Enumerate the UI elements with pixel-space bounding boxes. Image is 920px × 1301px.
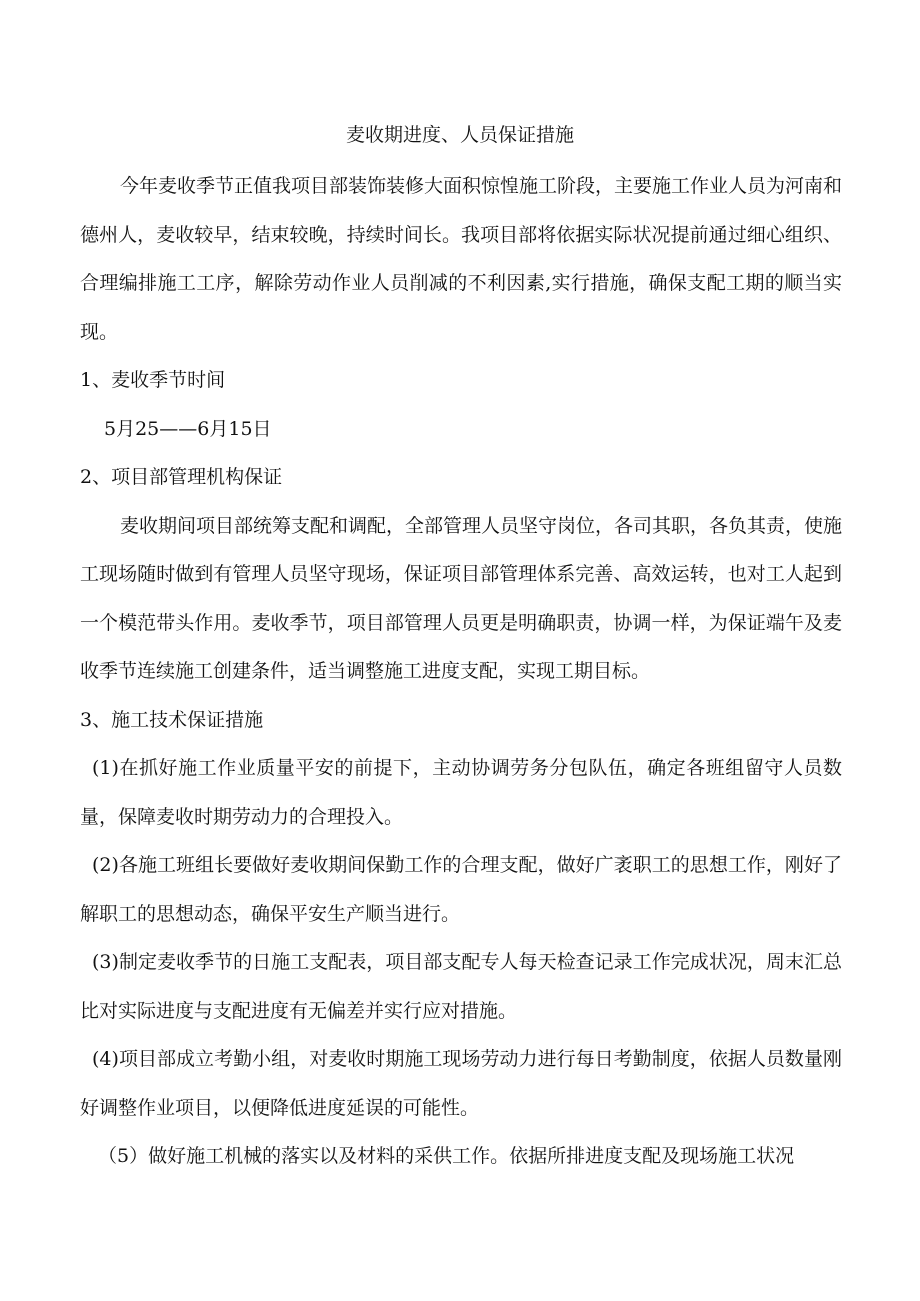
intro-paragraph: 今年麦收季节正值我项目部装饰装修大面积惊惶施工阶段，主要施工作业人员为河南和德州人，麦收较早，结束较晚，持续时间长。我项目部将依据实际状况提前通过细心组织、合理编排施工工序，解除劳动作业人员削减的不利因素,实行措施，确保支配工期的顺当实现。 (80, 175, 843, 343)
page-title: 麦收期进度、人员保证措施 (345, 124, 574, 146)
list-item: (1)在抓好施工作业质量平安的前提下，主动协调劳务分包队伍，确定各班组留守人员数量，保障麦收时期劳动力的合理投入。 (80, 757, 842, 828)
document-body (80, 162, 842, 1181)
section-2-heading: 2、项目部管理机构保证 (80, 466, 283, 488)
list-item: （5）做好施工机械的落实以及材料的采供工作。依据所排进度支配及现场施工状况 (98, 1145, 795, 1167)
section-1-heading: 1、麦收季节时间 (80, 369, 226, 391)
section-1-text: 5月25——6月15日 (104, 417, 272, 440)
list-item: (4)项目部成立考勤小组，对麦收时期施工现场劳动力进行每日考勤制度，依据人员数量刚好调整作业项目，以便降低进度延误的可能性。 (80, 1048, 842, 1119)
section-2-paragraph: 麦收期间项目部统筹支配和调配，全部管理人员坚守岗位，各司其职，各负其责，使施工现场随时做到有管理人员坚守现场，保证项目部管理体系完善、高效运转，也对工人起到一个模范带头作用。麦收季节，项目部管理人员更是明确职责，协调一样，为保证端午及麦收季节连续施工创建条件，适当调整施工进度支配，实现工期目标。 (80, 514, 843, 682)
list-item: (2)各施工班组长要做好麦收期间保勤工作的合理支配，做好广袤职工的思想工作，刚好了解职工的思想动态，确保平安生产顺当进行。 (80, 854, 842, 925)
section-3-heading: 3、施工技术保证措施 (80, 708, 264, 731)
list-item: (3)制定麦收季节的日施工支配表，项目部支配专人每天检查记录工作完成状况，周末汇总比对实际进度与支配进度有无偏差并实行应对措施。 (80, 951, 842, 1022)
